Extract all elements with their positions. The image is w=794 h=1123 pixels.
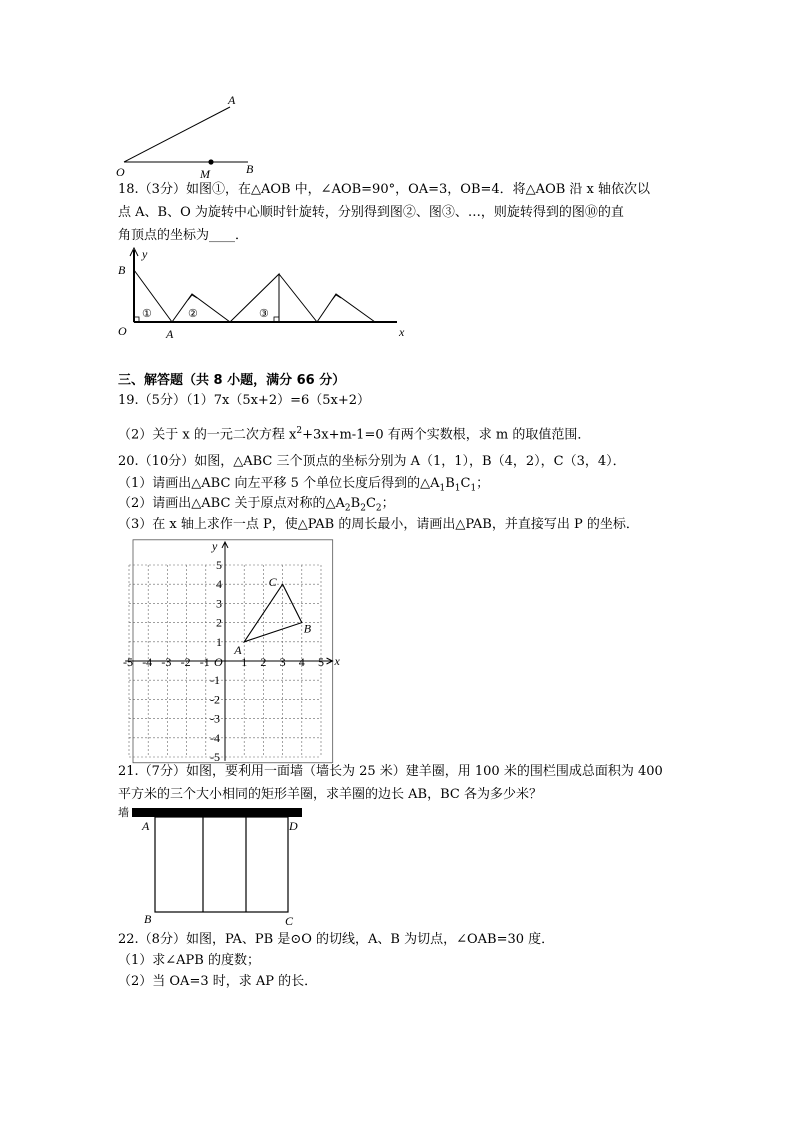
y-tick-label: 4 [216, 577, 222, 592]
q20-line1: 20.（10分）如图，△ABC 三个顶点的坐标分别为 A（1，1），B（4，2），C（3，4）． [118, 454, 626, 469]
y-tick-label: 5 [216, 558, 222, 572]
x-axis-label: x [334, 654, 340, 668]
label-o: O [118, 324, 127, 338]
triangle-abc [244, 584, 302, 642]
figure-17 [110, 92, 280, 182]
x-tick-label: 5 [318, 655, 324, 669]
label-d: D [289, 819, 298, 833]
x-tick-label: -2 [180, 655, 191, 669]
q18-line2: 点 A、B、O 为旋转中心顺时针旋转，分别得到图②、图③、…，则旋转得到的图⑩的直 [118, 205, 624, 220]
q21-line2: 平方米的三个大小相同的矩形羊圈，求羊圈的边长 AB，BC 各为多少米？ [118, 787, 542, 802]
label-c: C [285, 914, 294, 928]
q19-line2: （2）关于 x 的一元二次方程 $x^2+3x+m-1=0$ 有两个实数根，求 m 的取值范围． [118, 426, 591, 443]
figure-21 [112, 802, 322, 932]
coordinate-grid [112, 534, 342, 764]
y-axis-label: y [142, 247, 148, 261]
q21-line1: 21.（7分）如图，要利用一面墙（墙长为 25 米）建羊圈，用 100 米的围栏围成总面积为 400 [118, 764, 663, 779]
label-b: B [303, 621, 312, 636]
x-tick-label: 2 [260, 655, 267, 669]
label-b: B [118, 263, 126, 277]
point-m [208, 159, 213, 164]
y-tick-label: 2 [216, 615, 222, 630]
y-tick-label: -1 [210, 673, 220, 688]
x-tick-label: 3 [279, 655, 286, 669]
section-title: 三、解答题（共 8 小题，满分 66 分） [118, 373, 346, 388]
x-tick-label: -1 [199, 655, 210, 669]
grid-frame [133, 540, 333, 763]
y-axis-label: y [212, 538, 218, 553]
x-tick-label: -5 [123, 655, 133, 669]
label-b: B [144, 912, 152, 926]
label-m: M [200, 167, 210, 181]
x-tick-label: -3 [161, 655, 172, 669]
circle-1: ① [142, 308, 152, 320]
y-tick-label: 3 [216, 596, 222, 611]
q18-line3: 角顶点的坐标为____． [118, 228, 249, 243]
circle-2: ② [188, 308, 198, 320]
q22-line2: （1）求∠APB 的度数； [118, 953, 260, 968]
y-tick-label: -3 [210, 711, 220, 726]
q20-line4: （3）在 x 轴上求作一点 P，使△PAB 的周长最小，请画出△PAB，并直接写出 P 的坐标． [118, 517, 639, 532]
origin-label: O [214, 655, 223, 669]
y-tick-label: -5 [210, 750, 220, 764]
figure-18 [112, 244, 412, 344]
q22-line1: 22.（8分）如图，PA、PB 是⊙O 的切线，A、B 为切点，∠OAB=30 度． [118, 932, 555, 947]
label-a: A [142, 819, 150, 833]
label-a: A [234, 642, 242, 657]
label-a: A [166, 327, 174, 341]
x-tick-label: -4 [142, 655, 153, 669]
x-axis-label: x [399, 325, 405, 339]
q22-line3: （2）当 OA=3 时，求 AP 的长． [118, 974, 318, 989]
circle-3: ③ [259, 308, 269, 320]
x-tick-label: 1 [241, 655, 248, 669]
q20-line2: （1）请画出△ABC 向左平移 5 个单位长度后得到的$\triangle A_1B_1C_1$； [118, 476, 490, 494]
y-tick-label: 1 [216, 634, 222, 649]
q20-line3: （2）请画出△ABC 关于原点对称的$\triangle A_2B_2C_2$； [118, 496, 395, 514]
label-c: C [268, 575, 277, 590]
y-tick-label: -2 [210, 692, 220, 707]
label-o: O [116, 165, 125, 179]
wall [132, 808, 302, 817]
label-b: B [246, 162, 254, 176]
label-a: A [228, 93, 236, 107]
q19-line1: 19.（5分）（1）7x（5x+2）=6（5x+2） [118, 393, 371, 408]
q18-line1: 18.（3分）如图①，在△AOB 中，∠AOB=90°，OA=3，OB=4．将△AOB 沿 x 轴依次以 [118, 182, 651, 197]
x-tick-label: 4 [298, 655, 305, 669]
y-tick-label: -4 [210, 730, 220, 745]
wall-label: 墙 [118, 806, 129, 819]
